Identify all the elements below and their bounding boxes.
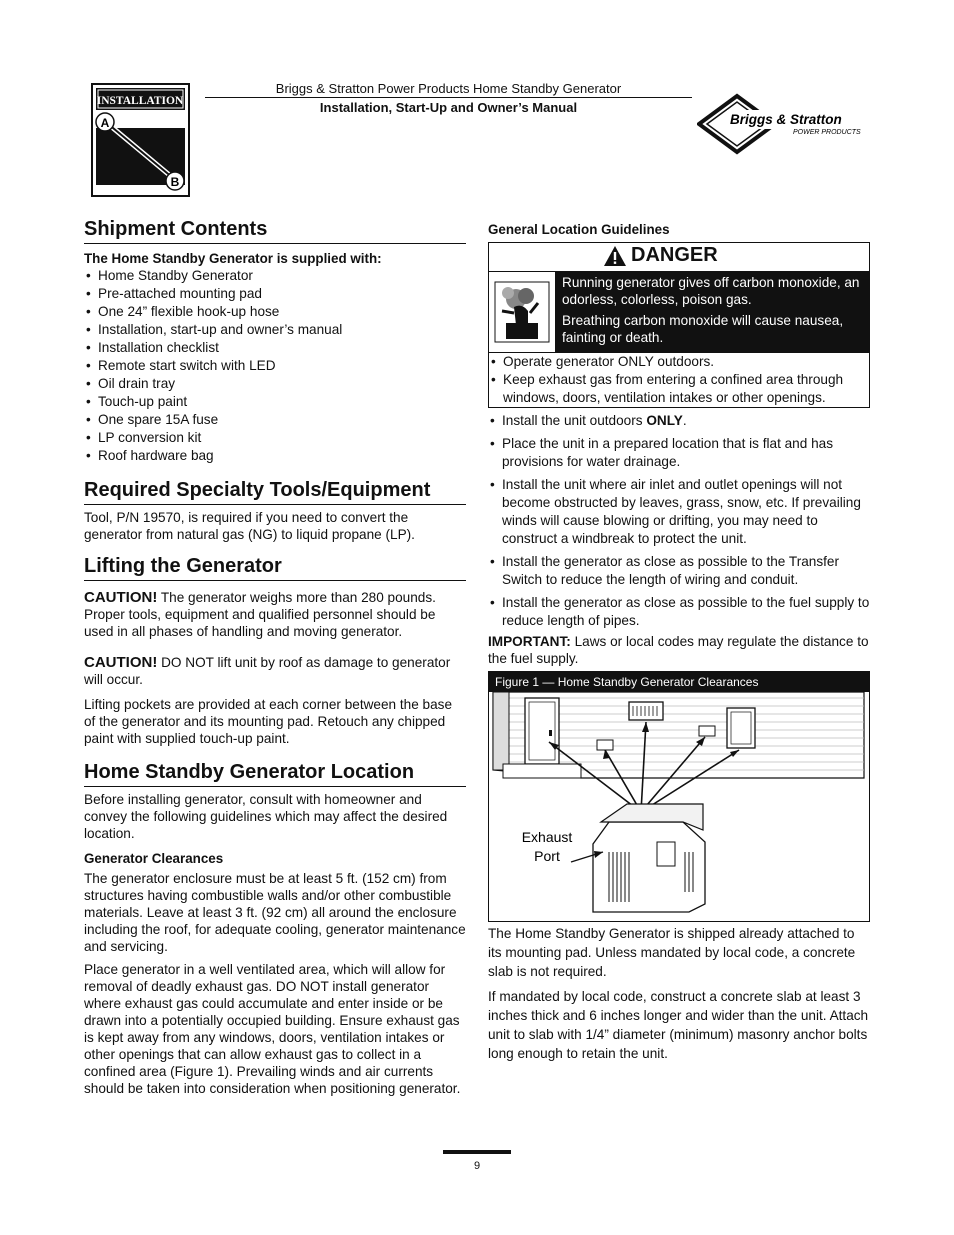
list-item: • Oil drain tray: [84, 375, 466, 393]
tools-title: Required Specialty Tools/Equipment: [84, 479, 466, 505]
list-item: • Home Standby Generator: [84, 267, 466, 285]
important-note: [488, 633, 870, 667]
bullet-1-bold: ONLY: [646, 413, 683, 428]
list-item: • Installation checklist: [84, 339, 466, 357]
after-text-1: The Home Standby Generator is shipped already attached to its mounting pad. Unless mandated by local code, a concrete slab is not required.: [488, 926, 856, 979]
lifting-text: Lifting pockets are provided at each corner between the base of the generator and its mounting pad. Retouch any chipped paint with supplied touch-up paint.: [84, 697, 453, 746]
installation-ab-icon: [93, 85, 188, 195]
caution-1: [84, 589, 466, 640]
bullet-1-post: .: [682, 413, 687, 428]
list-item: • Roof hardware bag: [84, 447, 466, 465]
bullet-1-pre: Install the unit outdoors: [502, 413, 647, 428]
exhaust-label-2: Port: [534, 848, 560, 864]
shipment-lead: The Home Standby Generator is supplied with:: [84, 251, 382, 266]
page-bar: [443, 1150, 511, 1154]
list-item: • LP conversion kit: [84, 429, 466, 447]
list-item: • Keep exhaust gas from entering a confined area through windows, doors, ventilation intakes or other openings.: [489, 371, 869, 407]
clearances-text-2: Place generator in a well ventilated area, which will allow for removal of deadly exhaust gas. DO NOT install generator where exhaust gas could accumulate and enter inside or be drawn into a potentially occupied building. Ensure exhaust gas is kept away from any windows, doors, ventilation intakes or other openings that can allow exhaust gas to collect in a confined area (Figure 1). Prevailing winds and air currents should be taken into consideration when positioning generator.: [84, 962, 461, 1096]
list-item: • Installation, start-up and owner’s manual: [84, 321, 466, 339]
page-number: 9: [473, 1160, 481, 1172]
after-text-2: If mandated by local code, construct a concrete slab at least 3 inches thick and 6 inches longer and wider than the unit. Attach unit to slab with 1/4” diameter (minimum) masonry anchor bolts long enough to retain the unit.: [488, 989, 869, 1061]
danger-list: [489, 353, 869, 407]
danger-body: [489, 272, 869, 353]
briggs-stratton-logo: [697, 93, 869, 155]
caution-2: [84, 654, 466, 688]
warning-triangle-icon: [603, 245, 627, 267]
clearances-title: Generator Clearances: [84, 851, 224, 866]
generator: [593, 822, 705, 912]
door: [525, 698, 559, 764]
lifting-title: Lifting the Generator: [84, 555, 466, 581]
location-intro: Before installing generator, consult with homeowner and convey the following guidelines which may affect the desired location.: [84, 792, 448, 841]
list-item: • Install the generator as close as possible to the Transfer Switch to reduce the length of wiring and conduit.: [488, 553, 870, 589]
caution-1-text: The generator weighs more than 280 pounds. Proper tools, equipment and qualified personnel should be used in all phases of handling and moving generator.: [84, 590, 436, 639]
danger-label: DANGER: [631, 244, 718, 266]
installation-badge: [91, 83, 190, 197]
list-item: • Install the generator as close as possible to the fuel supply to reduce length of pipes.: [488, 594, 870, 630]
logo-name: Briggs & Stratton: [730, 112, 842, 127]
guidelines-title: General Location Guidelines: [488, 222, 670, 237]
shipment-list: [84, 267, 466, 465]
caution-1-label: CAUTION!: [84, 589, 158, 606]
list-item: • One spare 15A fuse: [84, 411, 466, 429]
location-title: Home Standby Generator Location: [84, 761, 466, 787]
header-rule: [205, 97, 692, 98]
list-item: [488, 412, 870, 430]
list-item: • Touch-up paint: [84, 393, 466, 411]
list-item: • Remote start switch with LED: [84, 357, 466, 375]
logo-sub: POWER PRODUCTS: [793, 129, 861, 136]
carbon-monoxide-hazard-icon: [489, 272, 556, 352]
caution-2-label: CAUTION!: [84, 654, 158, 671]
danger-text: [556, 272, 869, 352]
tools-text: Tool, P/N 19570, is required if you need to convert the generator from natural gas (NG) to liquid propane (LP).: [84, 510, 415, 542]
vent: [629, 702, 663, 720]
important-text: Laws or local codes may regulate the distance to the fuel supply.: [488, 634, 869, 666]
list-item: • Pre-attached mounting pad: [84, 285, 466, 303]
list-item: • Install the unit where air inlet and outlet openings will not become obstructed by leaves, grass, snow, etc. If prevailing winds will cause blowing or drifting, you may need to construct a windbreak to protect the unit.: [488, 476, 870, 548]
clearances-text-1: The generator enclosure must be at least 5 ft. (152 cm) from structures having combustible walls and/or other combustible materials. Leave at least 3 ft. (92 cm) all around the enclosure including the roof, for adequate cooling, generator maintenance and servicing.: [84, 871, 466, 954]
shipment-title: Shipment Contents: [84, 218, 466, 244]
important-label: IMPORTANT:: [488, 634, 571, 649]
badge-title: INSTALLATION: [96, 95, 184, 107]
badge-b: B: [170, 175, 180, 189]
right-column: [488, 218, 870, 1063]
header-line-2: Installation, Start-Up and Owner’s Manual: [319, 100, 578, 115]
danger-box: [488, 242, 870, 408]
left-column: [84, 218, 466, 1097]
figure-1: [488, 671, 870, 922]
figure-caption: Figure 1 — Home Standby Generator Clearances: [489, 672, 869, 692]
caution-2-text: DO NOT lift unit by roof as damage to generator will occur.: [84, 655, 451, 687]
list-item: • Place the unit in a prepared location that is flat and has provisions for water drainage.: [488, 435, 870, 471]
guidelines-list: [488, 412, 870, 630]
list-item: • Operate generator ONLY outdoors.: [489, 353, 869, 371]
danger-header: [489, 243, 869, 272]
clearances-illustration: [489, 692, 868, 916]
danger-p2: Breathing carbon monoxide will cause nausea, fainting or death.: [562, 313, 844, 345]
list-item: • One 24” flexible hook-up hose: [84, 303, 466, 321]
danger-p1: Running generator gives off carbon monoxide, an odorless, colorless, poison gas.: [562, 275, 860, 307]
header-line-1: Briggs & Stratton Power Products Home Standby Generator: [275, 81, 622, 96]
exhaust-label-1: Exhaust: [521, 829, 573, 845]
badge-a: A: [100, 116, 110, 130]
